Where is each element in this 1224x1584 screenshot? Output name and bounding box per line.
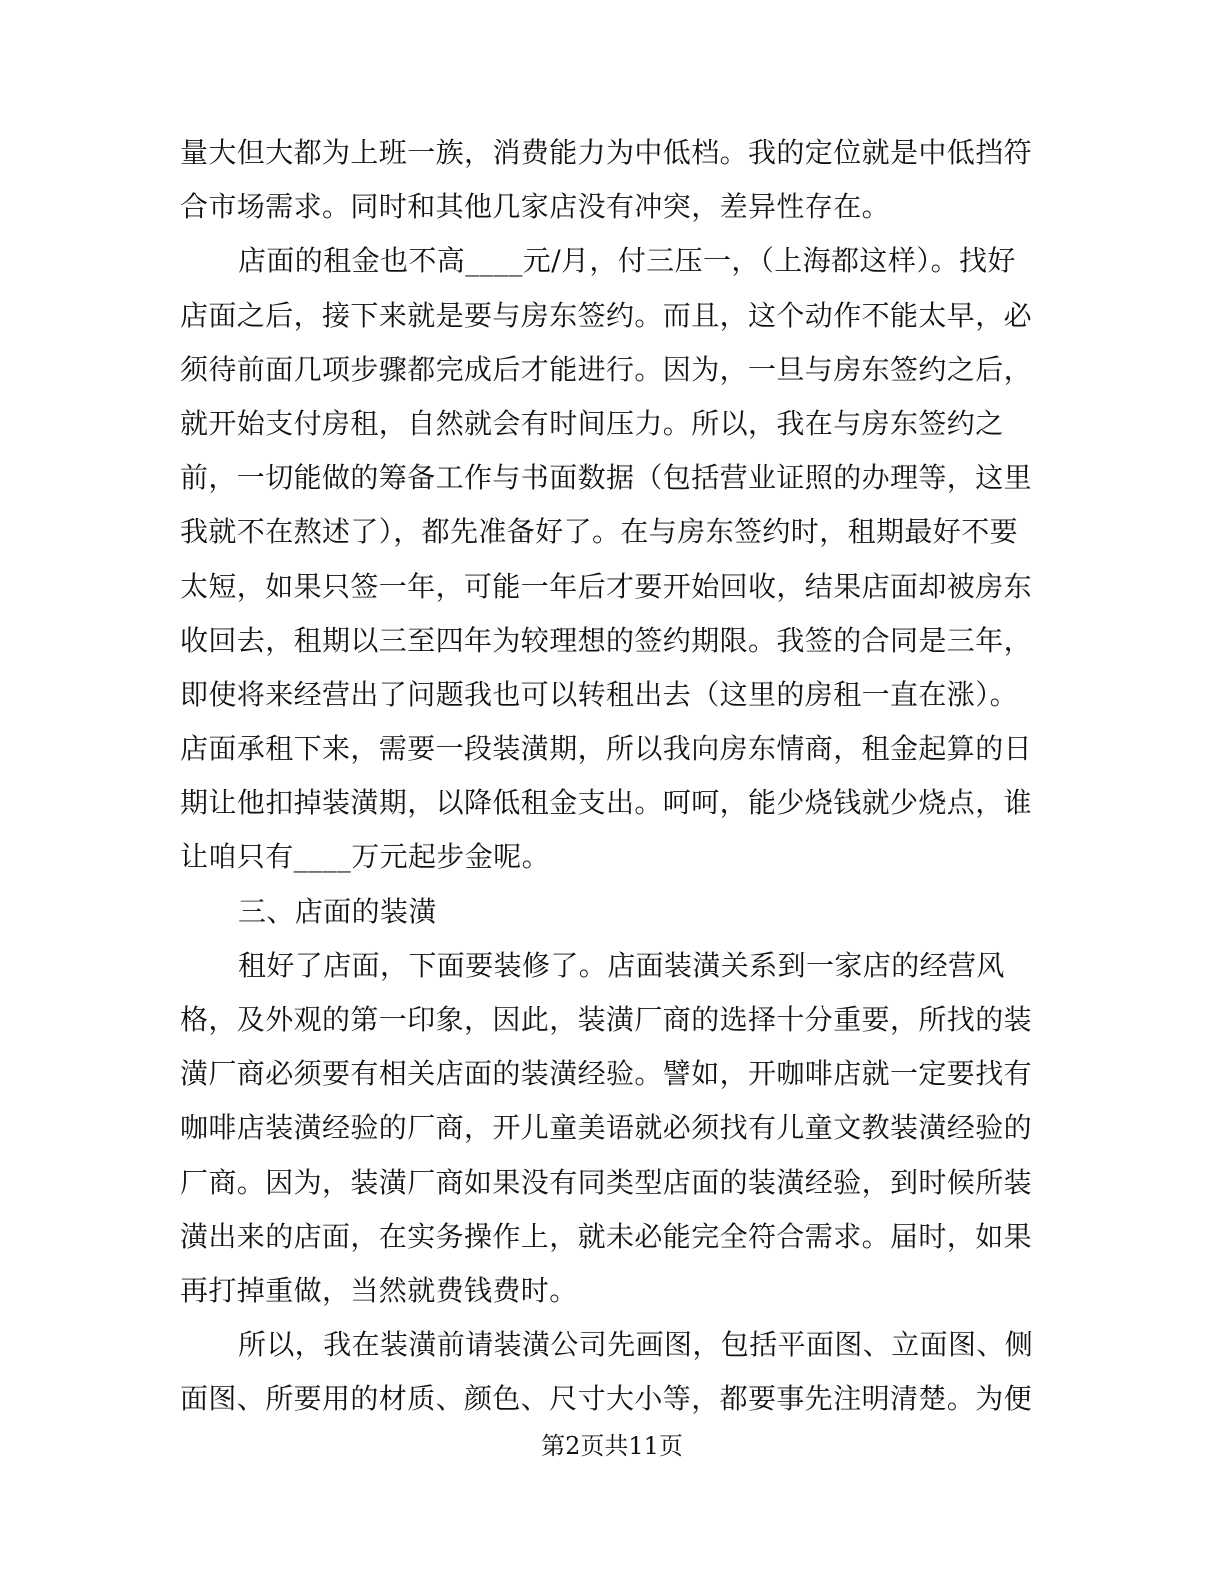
text-line: 厂商。因为，装潢厂商如果没有同类型店面的装潢经验，到时候所装 — [180, 1165, 1033, 1199]
text-line: 期让他扣掉装潢期，以降低租金支出。呵呵，能少烧钱就少烧点，谁 — [180, 786, 1033, 820]
text-line: 潢厂商必须要有相关店面的装潢经验。譬如，开咖啡店就一定要找有 — [180, 1057, 1033, 1091]
text-line: 店面之后，接下来就是要与房东签约。而且，这个动作不能太早，必 — [180, 298, 1033, 332]
text-line: 店面承租下来，需要一段装潢期，所以我向房东情商，租金起算的日 — [180, 732, 1033, 766]
text-line: 前，一切能做的筹备工作与书面数据（包括营业证照的办理等，这里 — [180, 461, 1033, 495]
text-line: 潢出来的店面，在实务操作上，就未必能完全符合需求。届时，如果 — [180, 1219, 1033, 1253]
paragraph-start-line: 所以，我在装潢前请装潢公司先画图，包括平面图、立面图、侧 — [238, 1328, 1034, 1362]
text-line: 合市场需求。同时和其他几家店没有冲突，差异性存在。 — [180, 190, 891, 224]
document-body — [180, 126, 1050, 1427]
text-line: 格，及外观的第一印象，因此，装潢厂商的选择十分重要，所找的装 — [180, 1003, 1033, 1036]
page-number-footer: 第2页共11页 — [541, 1432, 683, 1460]
text-line: 咖啡店装潢经验的厂商，开儿童美语就必须找有儿童文教装潢经验的 — [180, 1111, 1033, 1145]
text-line: 我就不在熬述了），都先准备好了。在与房东签约时，租期最好不要 — [180, 515, 1019, 549]
text-line: 太短，如果只签一年，可能一年后才要开始回收，结果店面却被房东 — [180, 569, 1033, 603]
text-line: 让咱只有____万元起步金呢。 — [180, 840, 551, 874]
text-line: 收回去，租期以三至四年为较理想的签约期限。我签的合同是三年， — [180, 623, 1033, 657]
text-line: 就开始支付房租，自然就会有时间压力。所以，我在与房东签约之 — [180, 406, 1004, 440]
text-line: 须待前面几项步骤都完成后才能进行。因为，一旦与房东签约之后， — [180, 352, 1033, 386]
text-line: 量大但大都为上班一族，消费能力为中低档。我的定位就是中低挡符 — [180, 136, 1033, 169]
text-line: 面图、所要用的材质、颜色、尺寸大小等，都要事先注明清楚。为便 — [180, 1382, 1033, 1416]
text-line: 再打掉重做，当然就费钱费时。 — [180, 1273, 578, 1307]
section-heading: 三、店面的装潢 — [238, 894, 437, 928]
paragraph-start-line: 店面的租金也不高____元/月，付三压一，（上海都这样）。找好 — [238, 244, 1016, 278]
paragraph-start-line: 租好了店面，下面要装修了。店面装潢关系到一家店的经营风 — [238, 948, 1005, 982]
text-line: 即使将来经营出了问题我也可以转租出去（这里的房租一直在涨）。 — [180, 677, 1019, 711]
